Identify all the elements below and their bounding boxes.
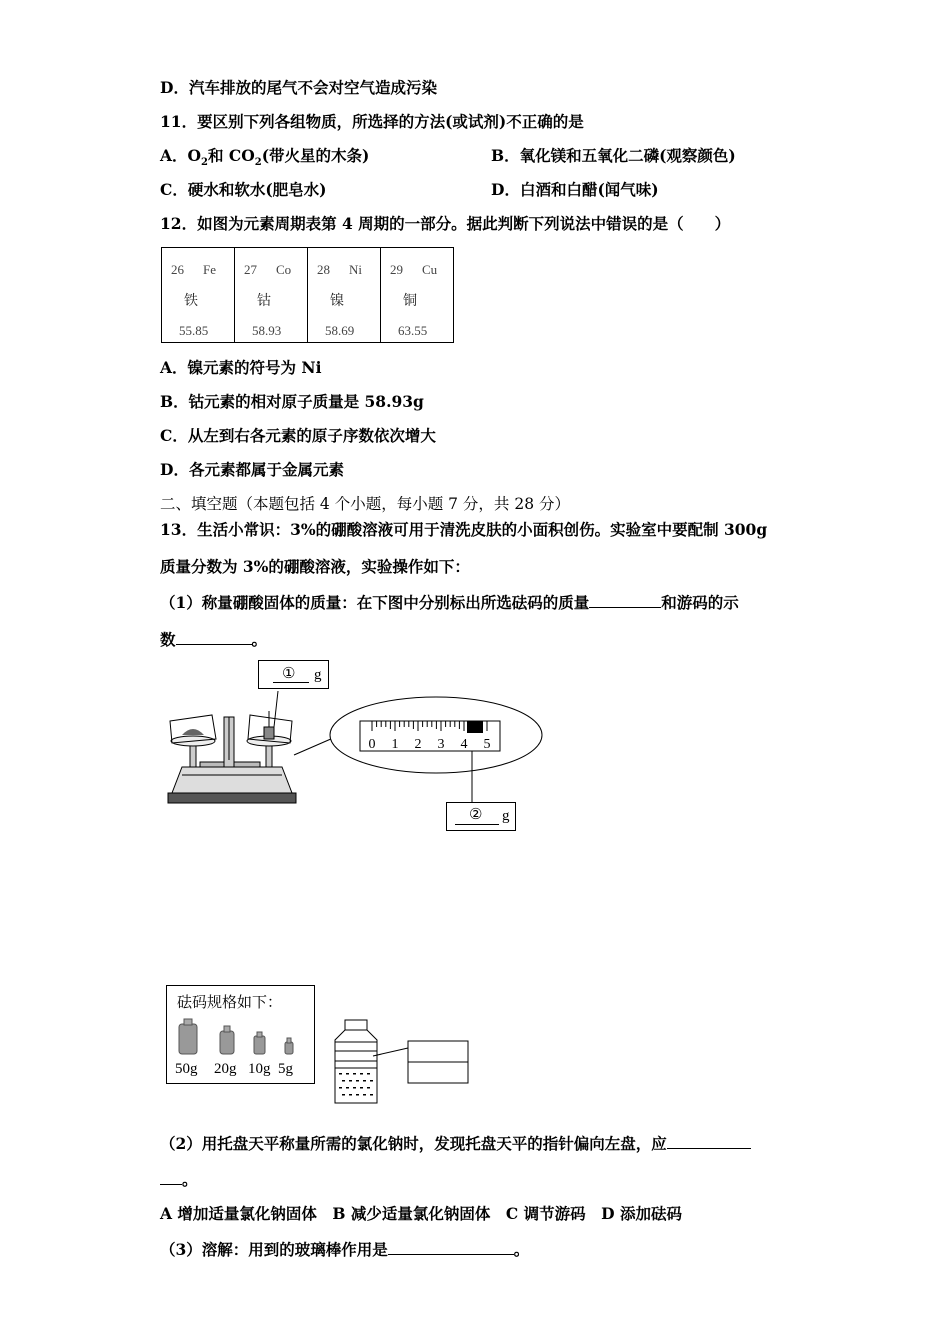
q12-option-b: B．钴元素的相对原子质量是 58.93g: [160, 392, 424, 411]
q13-part2: （2）用托盘天平称量所需的氯化钠时，发现托盘天平的指针偏向左盘，应: [160, 1132, 751, 1154]
weight-label: 50g: [175, 1061, 198, 1077]
balance-body: [172, 767, 292, 793]
weight-mass-label[interactable]: ① g: [258, 660, 329, 689]
q12-option-c: C．从左到右各元素的原子序数依次增大: [160, 426, 436, 445]
q11-option-b: B．氧化镁和五氧化二磷(观察颜色): [491, 146, 736, 165]
weight-spec-title: 砝码规格如下：: [177, 993, 283, 1011]
weight-on-pan: [264, 727, 274, 739]
element-cell: 28 Ni 镍 58.69: [308, 248, 381, 343]
weights-illustration: [167, 1016, 314, 1061]
weight-10g-icon: [254, 1036, 265, 1054]
periodic-table-fragment: [161, 247, 454, 343]
q11-option-a: A．$O_2$和 $CO_2$(带火星的木条): [160, 146, 370, 169]
q12-option-a: A．镍元素的符号为 Ni: [160, 358, 322, 377]
ruler-tick-label: 0: [368, 737, 376, 752]
q13-part1: （1）称量硼酸固体的质量：在下图中分别标出所选砝码的质量 和游码的示: [160, 593, 739, 612]
ruler-tick-label: 3: [437, 737, 445, 752]
ruler-tick-label: 4: [460, 737, 468, 752]
ruler-tick-label: 5: [483, 737, 491, 752]
answer-blank[interactable]: [667, 1132, 751, 1149]
ruler-tick-label: 2: [414, 737, 422, 752]
q10-option-d: D．汽车排放的尾气不会对空气造成污染: [160, 78, 437, 97]
weight-label: 20g: [214, 1061, 237, 1077]
balance-base: [168, 793, 296, 803]
sample-pile: [182, 729, 204, 735]
bottle-icon: [335, 1030, 377, 1103]
ruler-tick-label: 1: [391, 737, 399, 752]
weight-label: 5g: [278, 1061, 293, 1077]
rider: [467, 721, 483, 733]
q13-stem-line2: 质量分数为 3%的硼酸溶液，实验操作如下：: [160, 557, 470, 576]
reagent-bottle-figure: [330, 1018, 475, 1108]
q13-part2-options: A 增加适量氯化钠固体 B 减少适量氯化钠固体 C 调节游码 D 添加砝码: [160, 1204, 682, 1223]
q11-option-c: C．硬水和软水(肥皂水): [160, 180, 327, 199]
q11-option-d: D．白酒和白醋(闻气味): [491, 180, 659, 199]
q13-part2-cont: 。: [160, 1168, 198, 1190]
q12-stem: 12．如图为元素周期表第 4 周期的一部分。据此判断下列说法中错误的是（ ）: [160, 214, 731, 233]
q13-stem-line1: 13．生活小常识：3%的硼酸溶液可用于清洗皮肤的小面积创伤。实验室中要配制 300g: [160, 520, 768, 539]
element-cell: 27 Co 钴 58.93: [235, 248, 308, 343]
weight-50g-icon: [179, 1024, 197, 1054]
answer-blank[interactable]: [176, 628, 252, 645]
answer-blank[interactable]: [160, 1168, 182, 1185]
q11-stem: 11．要区别下列各组物质，所选择的方法(或试剂)不正确的是: [160, 112, 584, 131]
answer-blank[interactable]: [388, 1238, 514, 1255]
element-cell: 26 Fe 铁 55.85: [162, 248, 235, 343]
weight-5g-icon: [285, 1042, 293, 1054]
weight-spec-box: [166, 985, 315, 1084]
element-cell: 29 Cu 铜 63.55: [381, 248, 454, 343]
answer-blank[interactable]: [589, 591, 661, 608]
weight-20g-icon: [220, 1031, 234, 1054]
weight-label: 10g: [248, 1061, 271, 1077]
rider-reading-label[interactable]: ② g: [446, 802, 516, 831]
q13-part1-cont: 数 。: [160, 630, 268, 649]
q12-option-d: D．各元素都属于金属元素: [160, 460, 344, 479]
section-title: 二、填空题（本题包括 4 个小题，每小题 7 分，共 28 分）: [160, 495, 571, 513]
q13-part3: （3）溶解：用到的玻璃棒作用是 。: [160, 1240, 530, 1259]
